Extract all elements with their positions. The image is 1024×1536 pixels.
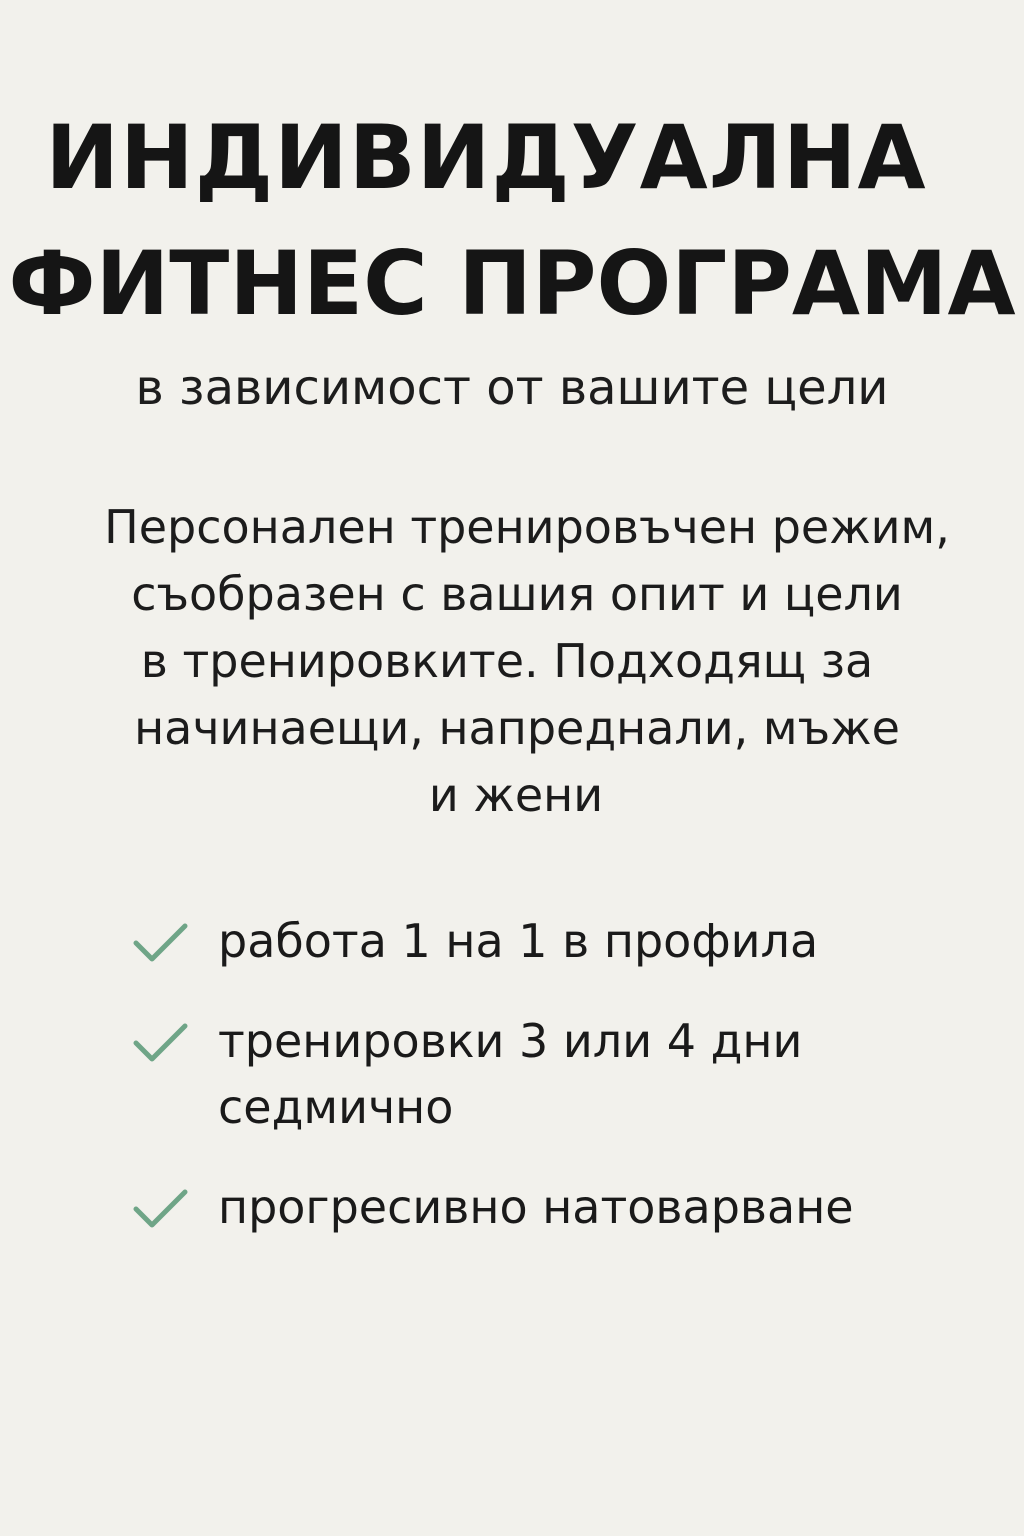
title-line-1: ИНДИВИДУАЛНА xyxy=(45,106,927,209)
title-line-2: ФИТНЕС ПРОГРАМА xyxy=(8,232,1016,335)
description-line: Персонален тренировъчен режим, xyxy=(104,500,950,554)
feature-item xyxy=(130,908,990,974)
subtitle: в зависимост от вашите цели xyxy=(135,360,889,416)
feature-text: работа 1 на 1 в профила xyxy=(218,914,819,968)
description-line: начинаещи, напреднали, мъже xyxy=(134,701,900,755)
check-icon xyxy=(130,1018,190,1066)
description-line: в тренировките. Подходящ за xyxy=(140,634,874,688)
description-line: съобразен с вашия опит и цели xyxy=(131,567,903,621)
description-line: и жени xyxy=(428,768,604,822)
check-icon xyxy=(130,1184,190,1232)
description xyxy=(0,494,1024,829)
feature-item xyxy=(130,1008,990,1140)
feature-list xyxy=(130,908,990,1240)
check-icon xyxy=(130,918,190,966)
feature-item xyxy=(130,1174,990,1240)
feature-text: прогресивно натоварване xyxy=(218,1180,854,1234)
feature-text: тренировки 3 или 4 дни седмично xyxy=(218,1014,803,1134)
